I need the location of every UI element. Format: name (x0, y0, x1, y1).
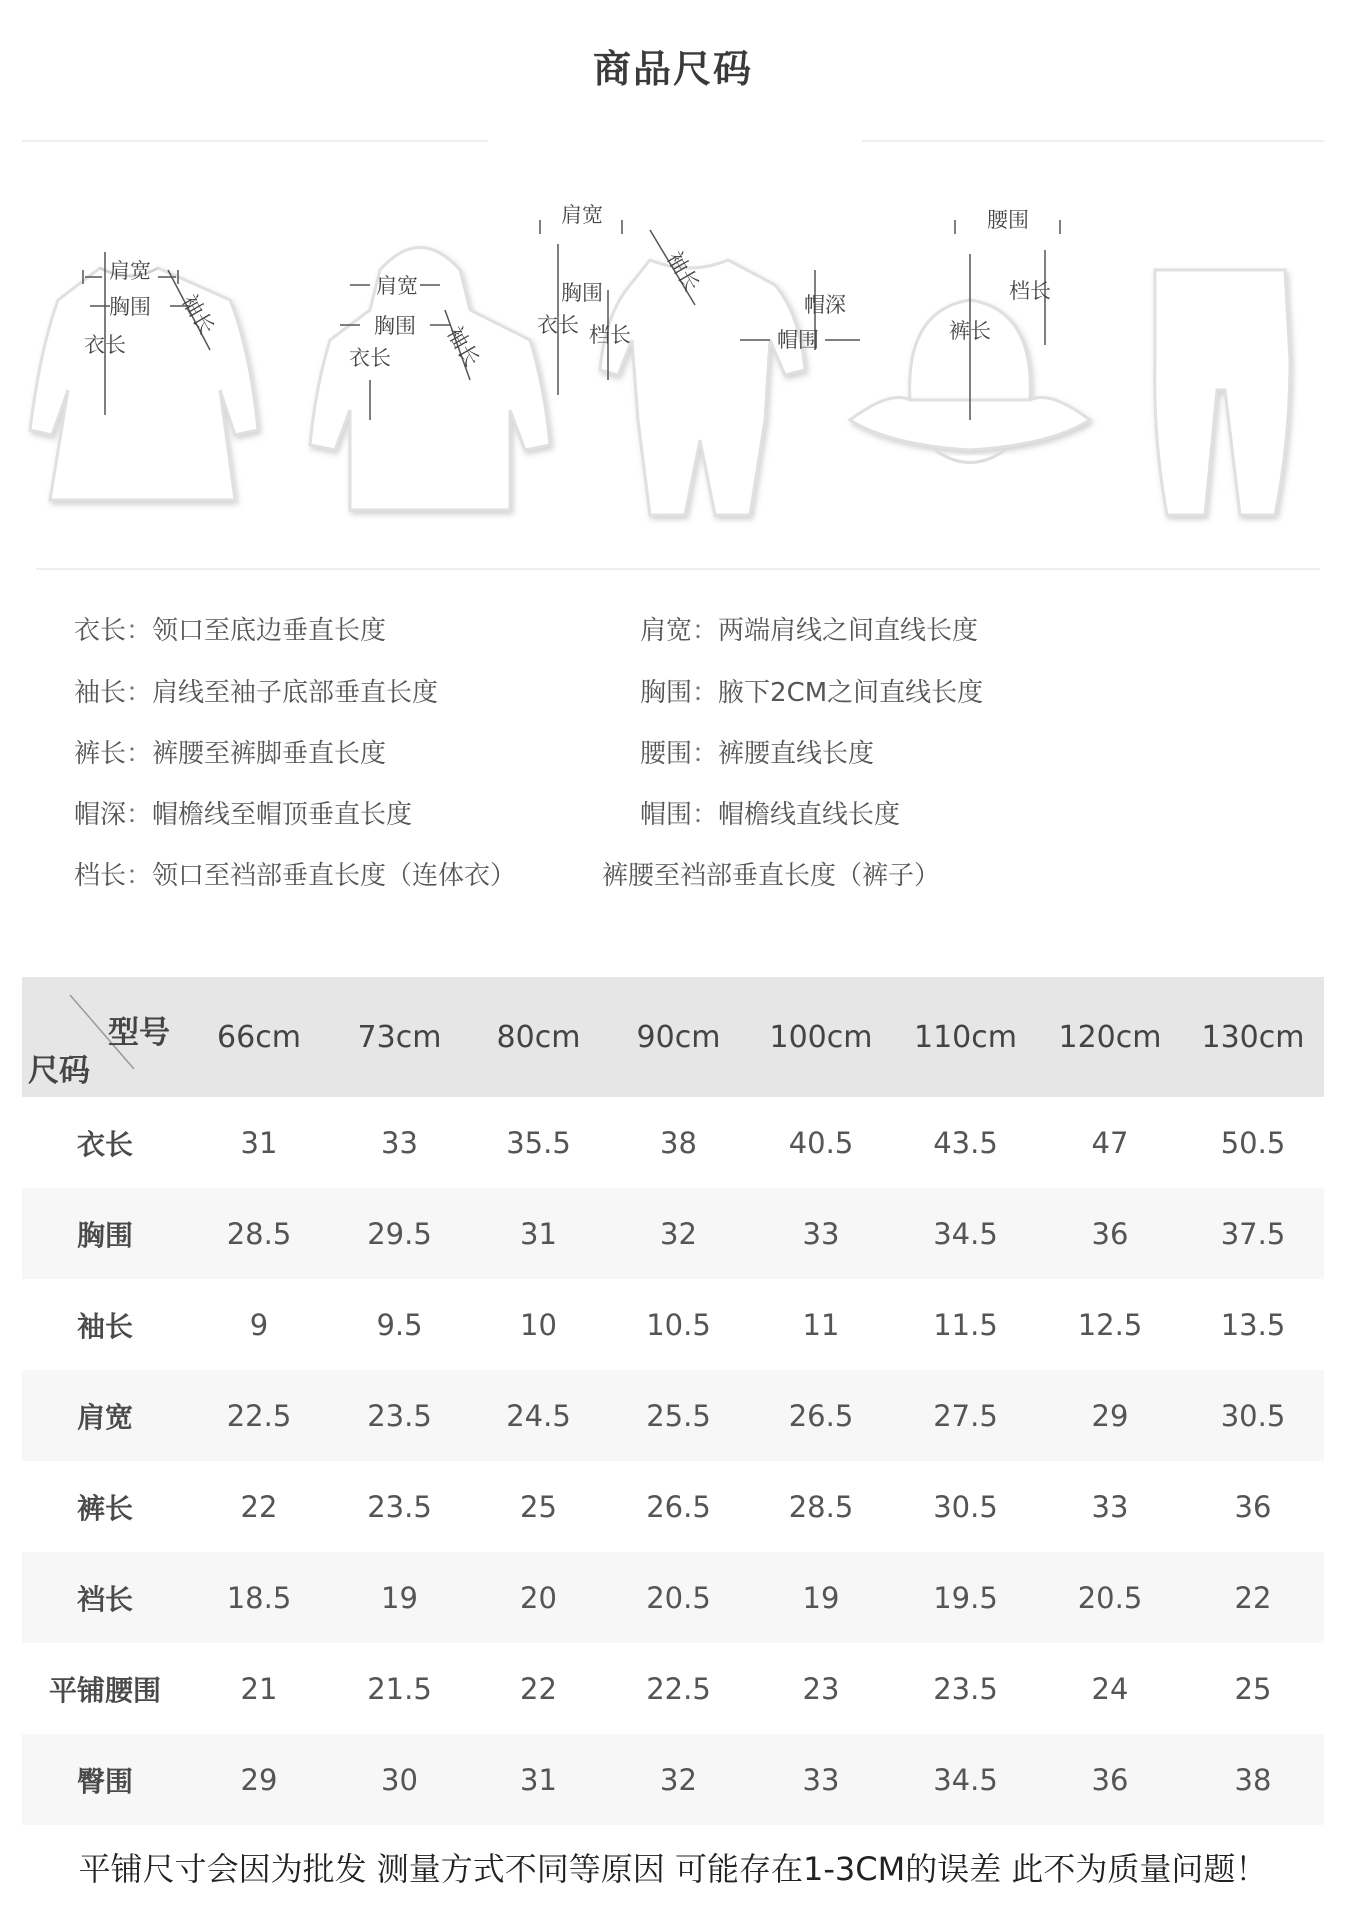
column-header: 110cm (914, 1019, 1017, 1055)
row-label: 袖长 (76, 1309, 133, 1343)
table-cell: 33 (749, 1188, 893, 1279)
table-header-row (22, 977, 1324, 1097)
table-cell: 32 (608, 1734, 749, 1825)
table-cell: 25.5 (608, 1370, 749, 1461)
def-pants-length (74, 733, 386, 770)
pants-crotch-label: 档长 (1009, 279, 1051, 303)
def-desc: 帽檐线至帽顶垂直长度 (152, 800, 413, 830)
table-cell: 22.5 (646, 1671, 711, 1706)
dress-length-label: 衣长 (84, 333, 126, 357)
table-cell: 30.5 (1182, 1370, 1324, 1461)
table-row (22, 1097, 1324, 1188)
measurement-diagrams (30, 203, 1320, 540)
table-cell: 21.5 (367, 1671, 432, 1706)
jacket-length-label: 衣长 (349, 346, 391, 370)
def-term: 胸围 (640, 678, 693, 708)
corner-top-label: 型号 (108, 1015, 170, 1051)
footer-note: 平铺尺寸会因为批发 测量方式不同等原因 可能存在1-3CM的误差 此不为质量问题！ (78, 1850, 1268, 1888)
table-cell: 26.5 (646, 1489, 711, 1524)
table-cell: 20.5 (1038, 1552, 1182, 1643)
def-desc: 领口至底边垂直长度 (152, 616, 387, 646)
romper-shoulder-label: 肩宽 (561, 203, 603, 227)
table-cell: 30.5 (933, 1489, 998, 1524)
table-cell: 33 (1091, 1489, 1129, 1524)
table-cell: 12.5 (1077, 1307, 1143, 1342)
diagram-divider (36, 568, 1320, 570)
table-cell: 19 (330, 1552, 469, 1643)
def-desc: 两端肩线之间直线长度 (718, 616, 979, 646)
table-row (22, 1370, 1324, 1461)
jacket-sleeve-label: 袖长 (442, 322, 484, 371)
table-cell: 10.5 (646, 1307, 711, 1342)
table-cell: 10 (520, 1307, 557, 1342)
table-cell: 43.5 (933, 1125, 998, 1160)
def-crotch (74, 855, 516, 892)
table-cell: 24 (1091, 1671, 1129, 1706)
row-label: 裆长 (22, 1552, 188, 1643)
size-table (22, 977, 1324, 1825)
table-cell: 9.5 (376, 1307, 423, 1342)
table-cell: 28.5 (788, 1489, 854, 1524)
table-cell: 32 (608, 1188, 749, 1279)
def-term: 帽围 (640, 800, 693, 830)
table-cell: 31 (240, 1125, 278, 1160)
def-hat-circ (640, 794, 900, 831)
def-sep: ： (692, 678, 719, 708)
def-desc: 腋下2CM之间直线长度 (718, 678, 984, 708)
column-header: 80cm (496, 1019, 581, 1055)
jacket-chest-label: 胸围 (374, 314, 416, 338)
def-term: 帽深 (74, 800, 127, 830)
table-cell: 35.5 (506, 1125, 571, 1160)
table-cell: 9 (249, 1307, 269, 1342)
table-cell: 22.5 (188, 1370, 330, 1461)
def-desc: 裤腰直线长度 (718, 739, 875, 769)
table-cell: 34.5 (893, 1188, 1038, 1279)
def-waist (640, 733, 874, 770)
def-term: 袖长 (74, 678, 127, 708)
row-label: 平铺腰围 (48, 1673, 161, 1707)
table-cell: 11.5 (933, 1307, 998, 1342)
def-crotch-pants (602, 855, 940, 892)
def-sep: ： (126, 678, 153, 708)
jacket-shoulder-label: 肩宽 (376, 274, 418, 298)
table-cell: 29 (1038, 1370, 1182, 1461)
def-sep: ： (126, 861, 153, 891)
table-cell: 23.5 (367, 1489, 432, 1524)
table-cell: 27.5 (893, 1370, 1038, 1461)
table-cell: 21 (240, 1671, 278, 1706)
dress-shoulder-label: 肩宽 (109, 259, 151, 283)
def-desc: 领口至裆部垂直长度（连体衣） (152, 861, 517, 891)
def-hat-depth (74, 794, 412, 831)
page-title: 商品尺码 (592, 47, 753, 91)
dress-sleeve-label: 袖长 (177, 290, 219, 339)
table-cell: 11 (802, 1307, 840, 1342)
romper-length-label: 衣长 (537, 313, 579, 337)
column-header: 66cm (217, 1019, 301, 1055)
def-sep: ： (692, 800, 719, 830)
table-cell: 50.5 (1220, 1125, 1286, 1160)
table-row (22, 1734, 1324, 1825)
table-row (22, 1461, 1324, 1552)
diagrams-svg (30, 203, 1320, 540)
table-cell: 30 (330, 1734, 469, 1825)
table-corner (22, 977, 188, 1097)
table-cell: 47 (1091, 1125, 1129, 1160)
pants-diagram (1155, 270, 1290, 515)
table-cell: 22 (1182, 1552, 1324, 1643)
table-cell: 29 (188, 1734, 330, 1825)
table-cell: 34.5 (893, 1734, 1038, 1825)
table-cell: 40.5 (788, 1125, 854, 1160)
table-cell: 28.5 (188, 1188, 330, 1279)
column-header: 90cm (636, 1019, 721, 1055)
table-cell: 33 (749, 1734, 893, 1825)
table-cell: 38 (1182, 1734, 1324, 1825)
table-cell: 36 (1234, 1489, 1272, 1524)
measurement-definitions (0, 600, 1346, 900)
table-cell: 20 (469, 1552, 608, 1643)
pants-waist-label: 腰围 (987, 208, 1029, 232)
table-cell: 20.5 (608, 1552, 749, 1643)
title-divider-right (862, 140, 1324, 142)
romper-crotch-label: 档长 (589, 323, 631, 347)
def-desc: 裤腰至裤脚垂直长度 (152, 739, 387, 769)
table-row (22, 1552, 1324, 1643)
table-row (22, 1643, 1324, 1734)
column-header: 130cm (1201, 1019, 1305, 1055)
def-sep: ： (692, 616, 719, 646)
jacket-diagram (310, 248, 550, 511)
column-header: 73cm (357, 1019, 442, 1055)
table-cell: 31 (469, 1734, 608, 1825)
def-term: 衣长 (74, 616, 127, 646)
def-desc: 裤腰至裆部垂直长度（裤子） (602, 861, 941, 891)
table-cell: 36 (1038, 1734, 1182, 1825)
romper-sleeve-label: 袖长 (662, 247, 704, 296)
romper-diagram (600, 260, 805, 515)
table-cell: 18.5 (188, 1552, 330, 1643)
table-cell: 22 (520, 1671, 557, 1706)
def-term: 腰围 (640, 739, 693, 769)
table-cell: 25 (1234, 1671, 1272, 1706)
table-cell: 26.5 (749, 1370, 893, 1461)
def-sep: ： (126, 800, 153, 830)
row-label: 裤长 (76, 1491, 133, 1525)
def-shoulder (640, 610, 978, 647)
corner-bottom-label: 尺码 (28, 1053, 90, 1089)
table-cell: 29.5 (330, 1188, 469, 1279)
table-cell: 19 (749, 1552, 893, 1643)
table-cell: 23 (802, 1671, 840, 1706)
def-desc: 帽檐线直线长度 (718, 800, 901, 830)
def-sep: ： (126, 616, 153, 646)
table-cell: 23.5 (933, 1671, 998, 1706)
table-cell: 36 (1038, 1188, 1182, 1279)
row-label: 肩宽 (22, 1370, 188, 1461)
title-divider-left (22, 140, 488, 142)
pants-length-label: 裤长 (949, 319, 991, 343)
romper-chest-label: 胸围 (561, 281, 603, 305)
table-cell: 33 (381, 1125, 418, 1160)
table-cell: 37.5 (1182, 1188, 1324, 1279)
def-term: 档长 (74, 861, 127, 891)
table-cell: 25 (520, 1489, 557, 1524)
hat-circumference-label: 帽围 (777, 328, 819, 352)
table-cell: 24.5 (469, 1370, 608, 1461)
table-row (22, 1279, 1324, 1370)
column-header: 120cm (1058, 1019, 1162, 1055)
def-term: 裤长 (74, 739, 127, 769)
def-sep: ： (692, 739, 719, 769)
def-sleeve (74, 672, 438, 709)
def-term: 肩宽 (640, 616, 693, 646)
hat-depth-label: 帽深 (804, 293, 846, 317)
table-row (22, 1188, 1324, 1279)
table-cell: 22 (240, 1489, 278, 1524)
table-cell: 23.5 (330, 1370, 469, 1461)
table-cell: 19.5 (893, 1552, 1038, 1643)
row-label: 臀围 (22, 1734, 188, 1825)
column-header: 100cm (769, 1019, 873, 1055)
def-desc: 肩线至袖子底部垂直长度 (152, 678, 439, 708)
def-chest (640, 672, 983, 709)
table-cell: 38 (660, 1125, 697, 1160)
def-sep: ： (126, 739, 153, 769)
table-cell: 13.5 (1220, 1307, 1286, 1342)
dress-chest-label: 胸围 (109, 295, 151, 319)
row-label: 衣长 (76, 1127, 133, 1161)
def-length (74, 610, 386, 647)
row-label: 胸围 (22, 1188, 188, 1279)
table-cell: 31 (469, 1188, 608, 1279)
